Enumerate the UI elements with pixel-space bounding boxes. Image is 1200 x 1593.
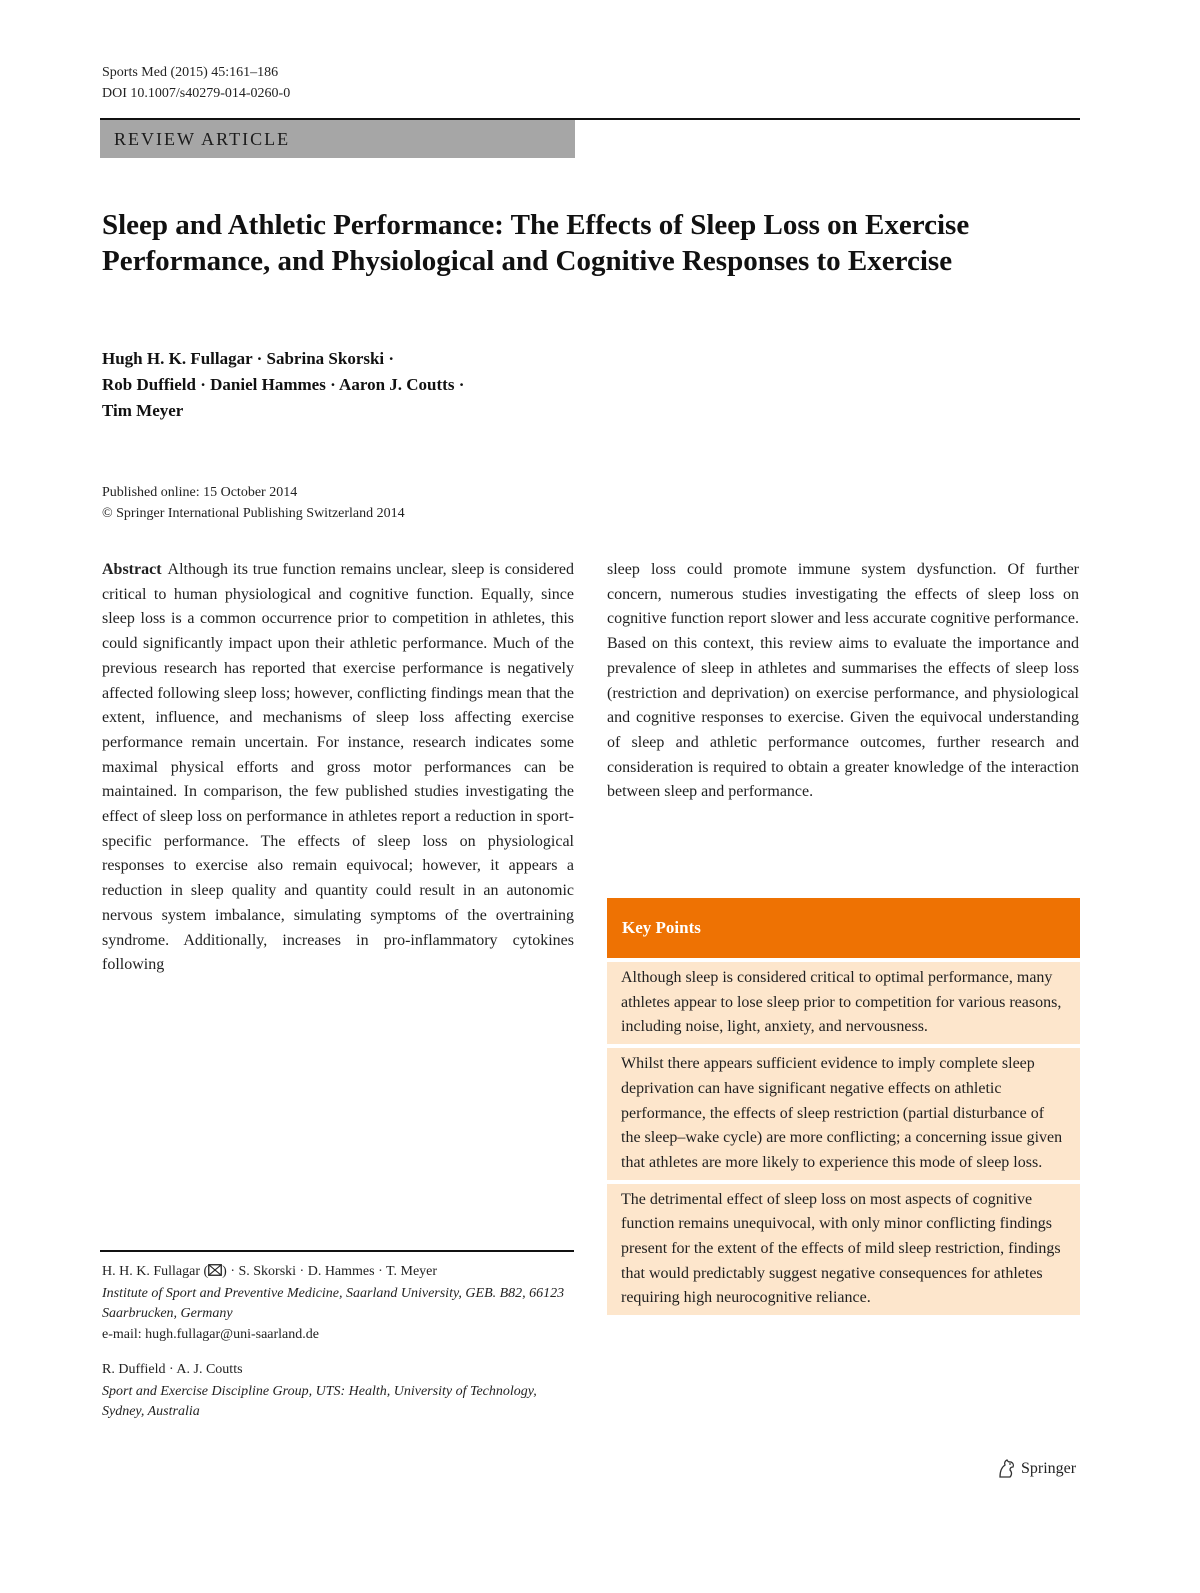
journal-info <box>102 62 290 104</box>
journal-citation: Sports Med (2015) 45:161–186 <box>102 65 279 80</box>
abstract-column-right <box>607 558 1079 805</box>
affiliation-names <box>102 1262 572 1283</box>
springer-horse-icon <box>996 1459 1018 1479</box>
affiliation-block <box>102 1262 572 1345</box>
abstract-text-part1: Although its true function remains unclear, sleep is considered critical to human physiological and cognitive function. Equally, since sleep loss is a common occurrence prior to competition in athletes, this could significantly impact upon their athletic performance. Much of the previous research has reported that exercise performance is negatively affected following sleep loss; however, conflicting findings mean that the extent, influence, and mechanisms of sleep loss affecting exercise performance remain uncertain. For instance, research indicates some maximal physical efforts and gross motor performances can be maintained. In comparison, the few published studies investigating the effect of sleep loss on performance in athletes report a reduction in sport-specific performance. The effects of sleep loss on physiological responses to exercise also remain equivocal; however, it appears a reduction in sleep quality and quantity could result in an autonomic nervous system imbalance, simulating symptoms of the overtraining syndrome. Additionally, increases in pro-inflammatory cytokines following <box>102 561 574 974</box>
envelope-icon <box>208 1264 222 1276</box>
key-point-item: Whilst there appears sufficient evidence to imply complete sleep deprivation can have significant negative effects on athletic performance, the effects of sleep restriction (partial disturbance of the sleep–wake cycle) are more conflicting; a concerning issue given that athletes are more likely to experience this mode of sleep loss. <box>607 1048 1080 1180</box>
affiliation-names-start: H. H. K. Fullagar ( <box>102 1264 209 1279</box>
affiliation-institution: Sport and Exercise Discipline Group, UTS: Health, University of Technology, Sydney, Australia <box>102 1383 537 1419</box>
affiliation-block <box>102 1360 572 1423</box>
article-title: Sleep and Athletic Performance: The Effects of Sleep Loss on Exercise Performance, and Physiological and Cognitive Responses to Exercise <box>102 209 970 277</box>
author-line: Hugh H. K. Fullagar · Sabrina Skorski · <box>102 349 395 368</box>
published-date: Published online: 15 October 2014 <box>102 485 298 500</box>
affiliation-names-end: ) · S. Skorski · D. Hammes · T. Meyer <box>222 1264 438 1279</box>
publication-info <box>102 482 405 524</box>
affiliation-names: R. Duffield · A. J. Coutts <box>102 1362 243 1377</box>
affiliation-email[interactable]: e-mail: hugh.fullagar@uni-saarland.de <box>102 1326 319 1342</box>
abstract-text-part2: sleep loss could promote immune system dysfunction. Of further concern, numerous studies investigating the effects of sleep loss on cognitive function report slower and less accurate cognitive performance. Based on this context, this review aims to evaluate the importance and prevalence of sleep in athletes and summarises the effects of sleep loss (restriction and deprivation) on exercise performance, and physiological and cognitive responses to exercise. Given the equivocal understanding of sleep and athletic performance outcomes, further research and consideration is required to obtain a greater knowledge of the interaction between sleep and performance. <box>607 561 1079 801</box>
copyright-notice: © Springer International Publishing Switzerland 2014 <box>102 506 405 521</box>
author-list <box>102 346 662 424</box>
abstract-label: Abstract <box>102 561 162 578</box>
author-line: Tim Meyer <box>102 401 184 420</box>
footnote-rule <box>100 1250 574 1252</box>
author-line: Rob Duffield · Daniel Hammes · Aaron J. Coutts · <box>102 375 465 394</box>
abstract-column-left <box>102 558 574 978</box>
article-type-banner: REVIEW ARTICLE <box>100 120 575 158</box>
key-points-heading: Key Points <box>607 898 1080 958</box>
journal-doi: DOI 10.1007/s40279-014-0260-0 <box>102 86 291 101</box>
key-points-box <box>607 898 1080 1315</box>
publisher-logo <box>996 1459 1076 1479</box>
publisher-name: Springer <box>1021 1460 1077 1477</box>
key-point-item: The detrimental effect of sleep loss on most aspects of cognitive function remains unequivocal, with only minor conflicting findings present for the extent of the effects of mild sleep restriction, findings that would predictably suggest negative consequences for athletes requiring high neurocognitive reliance. <box>607 1184 1080 1316</box>
key-point-item: Although sleep is considered critical to optimal performance, many athletes appear to lose sleep prior to competition for various reasons, including noise, light, anxiety, and nervousness. <box>607 962 1080 1044</box>
affiliation-institution: Institute of Sport and Preventive Medicine, Saarland University, GEB. B82, 66123 Saarbrucken, Germany <box>102 1285 565 1321</box>
